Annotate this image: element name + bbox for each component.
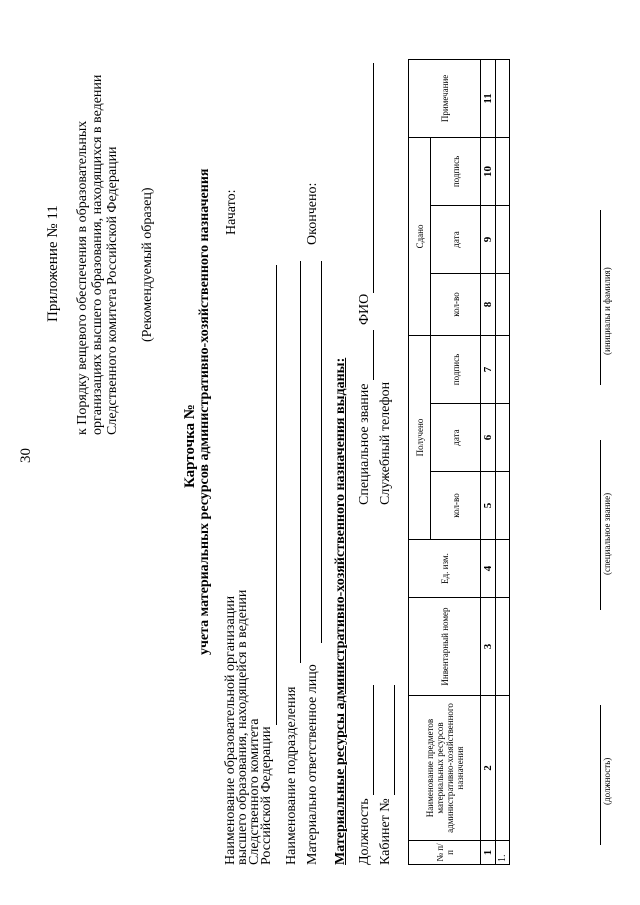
- col-number: 6: [481, 404, 496, 472]
- signature-position-caption: (должность): [602, 757, 612, 805]
- finished-label: Окончено:: [305, 182, 320, 245]
- col-number: 4: [481, 540, 496, 598]
- position-underline: [373, 685, 374, 795]
- col-number: 5: [481, 472, 496, 540]
- header-inventory: Инвентарный номер: [409, 598, 481, 696]
- header-received-date: дата: [431, 404, 481, 472]
- table-row: [496, 59, 510, 864]
- header-returned-qty: кол-во: [431, 273, 481, 335]
- col-number: 2: [481, 696, 496, 841]
- header-returned-sign: подпись: [431, 137, 481, 205]
- division-label: Наименование подразделения: [284, 686, 299, 865]
- header-name: Наименование предметов материальных ресурсов административно-хозяйственного назначения: [409, 696, 481, 841]
- org-line4: Российской Федерации: [259, 726, 274, 865]
- header-received-qty: кол-во: [431, 472, 481, 540]
- header-received: Получено: [409, 335, 431, 539]
- fio-label: ФИО: [357, 293, 372, 325]
- row-number: 1.: [496, 841, 510, 865]
- started-label: Начато:: [224, 189, 239, 235]
- org-line3: Следственного комитета: [247, 718, 262, 865]
- recommended-sample: (Рекомендуемый образец): [140, 187, 155, 342]
- header-returned-date: дата: [431, 205, 481, 273]
- card-subtitle: учета материальных ресурсов административно-хозяйственного назначения: [197, 168, 212, 655]
- header-returned: Сдано: [409, 137, 431, 335]
- signature-rank-caption: (специальное звание): [602, 492, 612, 575]
- position-label: Должность: [357, 798, 372, 865]
- appendix-title: Приложение № 11: [45, 205, 61, 322]
- col-number: 11: [481, 59, 496, 137]
- rank-label: Специальное звание: [357, 383, 372, 505]
- phone-label: Служебный телефон: [378, 381, 393, 505]
- office-label: Кабинет №: [378, 798, 393, 865]
- col-number: 10: [481, 137, 496, 205]
- org-underline: [276, 265, 277, 725]
- signature-name-line: [600, 210, 601, 385]
- header-no: № п/п: [409, 841, 481, 865]
- rank-underline: [373, 330, 374, 380]
- card-table: [408, 59, 510, 865]
- division-underline: [300, 261, 301, 663]
- signature-position-line: [600, 705, 601, 845]
- col-number: 1: [481, 841, 496, 865]
- header-note: Примечание: [409, 59, 481, 137]
- card-title: Карточка №: [182, 404, 198, 488]
- responsible-underline: [321, 261, 322, 643]
- org-line1: Наименование образовательной организации: [223, 595, 238, 865]
- appendix-ref-line3: Следственного комитета Российской Федерации: [105, 146, 120, 435]
- col-number: 8: [481, 273, 496, 335]
- appendix-ref-line1: к Порядку вещевого обеспечения в образовательных: [75, 120, 90, 435]
- issued-heading: Материальные ресурсы административно-хозяйственного назначения выданы:: [333, 357, 348, 865]
- office-underline: [394, 685, 395, 795]
- col-number: 7: [481, 335, 496, 403]
- col-number: 3: [481, 598, 496, 696]
- header-received-sign: подпись: [431, 335, 481, 403]
- header-unit: Ед. изм.: [409, 540, 481, 598]
- col-number: 9: [481, 205, 496, 273]
- appendix-ref-line2: организациях высшего образования, находящихся в ведении: [90, 74, 105, 435]
- org-line2: высшего образования, находящейся в ведении: [235, 589, 250, 865]
- signature-rank-line: [600, 440, 601, 610]
- responsible-label: Материально ответственное лицо: [305, 664, 320, 865]
- signature-name-caption: (инициалы и фамилия): [602, 267, 612, 355]
- fio-underline: [373, 63, 374, 293]
- page-number: 30: [18, 448, 34, 463]
